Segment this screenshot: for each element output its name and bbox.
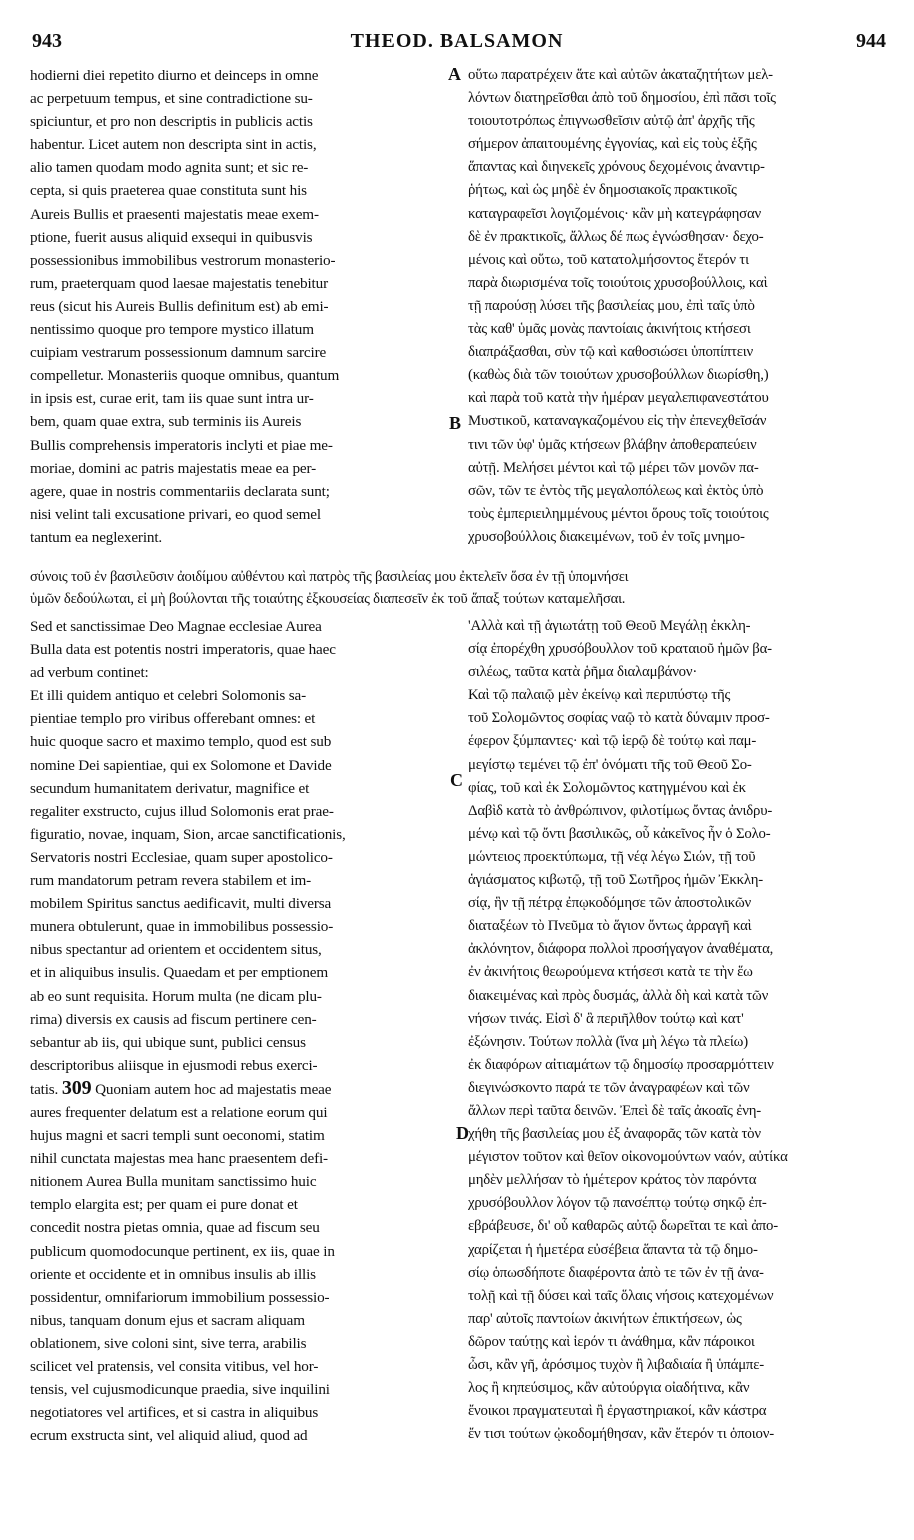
latin-column-bottom: [30, 615, 456, 1447]
text-line: χρυσοβούλλοις διακειμένων, τοῦ ἐν τοῖς μνημο-: [468, 528, 745, 545]
text-line: Καὶ τῷ παλαιῷ μὲν ἐκείνῳ καὶ περιπύστῳ τῆς: [468, 687, 731, 704]
text-line: ἅπαντας καὶ διηνεκεῖς χρόνους δεχομένοις ἀναντιρ-: [468, 159, 765, 176]
text-line: moriae, domini ac patris majestatis meae ea per-: [30, 459, 316, 477]
text-line: huic quoque sacro et maximo templo, quod est sub: [30, 733, 332, 751]
text-line: agere, quae in nostris commentariis declarata sunt;: [30, 482, 330, 500]
text-line: διαταξέων τὸ Πνεῦμα τὸ ἅγιον ὄντως ἀρραγῆ καὶ: [468, 918, 752, 935]
text-line: τοιουτοτρόπως ἐπιγνωσθεῖσιν αὐτῷ ἀπ' ἀρχῆς τῆς: [468, 113, 755, 130]
text-line: compelletur. Monasteriis quoque omnibus, quantum: [30, 367, 340, 385]
text-line: cuipiam vestrarum possessionum damnum sarcire: [30, 344, 327, 362]
text-line: λος ἢ κηπεύσιμος, κἂν αὐτούργια οἰαδήτινα, κἂν: [468, 1380, 750, 1397]
text-line: Μυστικοῦ, καταναγκαζομένου εἰς τὴν ἐπενεχθεῖσάν: [468, 413, 767, 430]
text-line: publicum quomodocunque pertinent, ex iis, quae in: [30, 1242, 335, 1260]
text-line: παρ' αὐτοῖς παντοίων ἀκινήτων ἐπικτήσεων, ὡς: [468, 1310, 742, 1327]
text-line: nihil cunctata majestas mea hanc praesentem defi-: [30, 1150, 328, 1168]
text-fragment: tatis.: [30, 1080, 59, 1098]
text-line: χαρίζεται ἡ ἡμετέρα εὐσέβεια ἅπαντα τὰ τῷ δημο-: [468, 1241, 758, 1258]
text-line: nomine Dei sapientiae, qui ex Solomone et Davide: [30, 756, 332, 774]
text-line: Sed et sanctissimae Deo Magnae ecclesiae Aurea: [30, 618, 322, 635]
text-line: bem, quam quae extra, sub terminis iis Aureis: [30, 413, 302, 431]
text-line: ἐν ἀκινήτοις θεωρούμενα κτήσεσι κατὰ τε τὴν ἕω: [468, 964, 753, 981]
text-line: sebantur ab iis, qui ubique sunt, publici census: [30, 1033, 306, 1051]
text-line: τολῇ καὶ τῇ δύσει καὶ ταῖς ὅλαις νήσοις κατεχομένων: [468, 1287, 774, 1304]
text-line: alio tamen quodam modo agnita sunt; et sic re-: [30, 159, 309, 177]
text-line: oriente et occidente et in omnibus insulis ab illis: [30, 1265, 316, 1283]
text-line: φίας, τοῦ καὶ ἐκ Σολομῶντος κατηγμένου καὶ ἐκ: [468, 779, 746, 796]
text-line: nibus, tanquam donum ejus et sacram aliquam: [30, 1311, 305, 1329]
text-line: διακειμένας καὶ πρὸς δυσμάς, ἀλλὰ δὴ καὶ κατὰ τῶν: [468, 987, 769, 1004]
text-line: ἄλλων περὶ ταῦτα δεινῶν. Ἐπεὶ δὲ ταῖς ἀκοαῖς ἐνη-: [468, 1102, 761, 1119]
greek-column-bottom: [468, 615, 886, 1446]
text-line: concedit nostra pietas omnia, quae ad fiscum seu: [30, 1219, 320, 1237]
text-line: habentur. Licet autem non descripta sint in actis,: [30, 136, 317, 154]
text-line: σίῳ ὁπωσδήποτε διαφέροντα ἀπὸ τε τῶν ἐν τῇ ἀνα-: [468, 1264, 764, 1281]
text-line: νήσων τινάς. Εἰσὶ δ' ἃ περιῆλθον τούτῳ καὶ κατ': [468, 1010, 744, 1027]
text-line: munera obtulerunt, quae in immobilibus possessio-: [30, 918, 334, 936]
text-line: Aureis Bullis et praesenti majestatis meae exem-: [30, 205, 319, 223]
text-line: scilicet vel pratensis, vel consita vitibus, vel hor-: [30, 1358, 319, 1375]
text-line: negotiatores vel artifices, et si castra in aliquibus: [30, 1404, 319, 1422]
text-line: possidentur, omnifariorum immobilium possessio-: [30, 1288, 330, 1306]
marker-c: C: [450, 770, 463, 790]
text-line-with-page-marker: [30, 1077, 456, 1101]
text-line: ἔν τισι τούτων ᾠκοδομήθησαν, κἂν ἕτερόν τι ὁποιον-: [468, 1426, 774, 1443]
marker-a: A: [448, 64, 461, 84]
text-line: τοὺς ἐμπεριειλημμένους μέντοι ὅρους τοῖς τοιούτοις: [468, 505, 769, 522]
text-line: σίᾳ, ἣν τῇ πέτρᾳ ἐπῳκοδόμησε τῶν ἀποστολικῶν: [468, 895, 752, 912]
text-line: spiciuntur, et pro non descriptis in publicis actis: [30, 113, 313, 131]
text-line: καὶ παρὰ τοῦ κατὰ τὴν ἡμέραν μεγαλεπιφανεστάτου: [468, 390, 769, 407]
text-line: hujus magni et sacri templi sunt oeconomi, statim: [30, 1127, 325, 1145]
text-line: mobilem Spiritus sanctus aedificavit, multi diversa: [30, 895, 332, 913]
text-line: σῶν, τῶν τε ἐντὸς τῆς μεγαλοπόλεως καὶ ἐκτὸς ὑπὸ: [468, 482, 764, 499]
text-line: ac perpetuum tempus, et sine contradictione su-: [30, 90, 313, 108]
text-line: pientiae templo pro viribus offerebant omnes: et: [30, 710, 316, 728]
text-line: διεγινώσκοντο παρά τε τῶν ἀναγραφέων καὶ τῶν: [468, 1079, 750, 1096]
text-line: χήθη τῆς βασιλείας μου ἐξ ἀναφορᾶς τῶν κατὰ τὸν: [468, 1126, 761, 1143]
text-line: nisi velint tali excusatione privari, eo quod semel: [30, 505, 321, 523]
text-line: templo elargita est; per quam ei pure donat et: [30, 1196, 298, 1214]
text-line: reus (sicut his Aureis Bullis definitum est) ab emi-: [30, 297, 329, 315]
text-line: μέγιστον τοῦτον καὶ θεῖον οἰκονομούντων ναόν, αὐτίκα: [468, 1149, 788, 1166]
text-line: Servatoris nostri Ecclesiae, quam super apostolico-: [30, 848, 333, 866]
text-line: έφερον ξύμπαντες· καὶ τῷ ἱερῷ δὲ τούτῳ καὶ παμ-: [468, 733, 757, 750]
text-line: μένοις καὶ οὕτω, τοῦ κατατολμήσοντος ἕτερόν τι: [468, 251, 749, 268]
page-number-left: 943: [32, 30, 62, 52]
text-line: οὕτω παρατρέχειν ἅτε καὶ αὐτῶν ἀκαταζητήτων μελ-: [468, 67, 773, 83]
text-line: figuratio, novae, inquam, Sion, arcae sanctificationis,: [30, 825, 346, 843]
text-line: ἐξώνησιν. Τούτων πολλὰ (ἵνα μὴ λέγω τὰ πλείω): [468, 1033, 748, 1050]
text-line: τὰς καθ' ὑμᾶς μονὰς παντοίαις ἀκινήτοις κτήσεσι: [468, 321, 751, 338]
running-header: [0, 30, 914, 60]
text-line: tensis, vel cujusmodicunque praedia, sive inquilini: [30, 1381, 330, 1399]
text-line: ἔνοικοι πραγματευταὶ ἢ ἐργαστηριακοί, κἂν κάστρα: [468, 1403, 767, 1420]
text-line: ἐκ διαφόρων αἰτιαμάτων τῷ δημοσίῳ προσαρμόττειν: [468, 1056, 774, 1073]
text-line: τοῦ Σολομῶντος σοφίας ναῷ τὸ κατὰ δύναμιν προσ-: [468, 710, 770, 727]
text-line: rima) diversis ex causis ad fiscum pertinere cen-: [30, 1010, 317, 1028]
text-line: μώντειος προεκτύπωμα, τῇ νέᾳ λέγω Σιών, τῇ τοῦ: [468, 848, 756, 865]
text-line: regaliter exstructo, cujus illud Solomonis erat prae-: [30, 802, 334, 820]
text-line: εβράβευσε, δι' οὗ καθαρῶς αὐτῷ δωρεῖται τε καὶ ἀπο-: [468, 1218, 778, 1235]
text-line: rum, praeterquam quod laesae majestatis tenebitur: [30, 274, 328, 292]
text-line: ecrum exstructa sint, vel aliquid aliud, quod ad: [30, 1427, 308, 1445]
text-line: possessionibus immobilibus vestrorum monasterio-: [30, 251, 336, 269]
text-line: nitionem Aurea Bulla munitam sanctissimo huic: [30, 1173, 317, 1191]
original-page-number: 309: [61, 1076, 92, 1099]
text-line: rum mandatorum petram revera stabilem et im-: [30, 872, 312, 890]
text-line: σήμερον ἀπαιτουμένης ἐγγονίας, καὶ εἰς τοὺς ἑξῆς: [468, 136, 757, 153]
text-line: ab eo sunt requisita. Horum multa (ne dicam plu-: [30, 987, 322, 1005]
text-line: cepta, si quis praeterea quae constituta sunt his: [30, 182, 307, 200]
latin-column-top: [30, 64, 456, 549]
text-line: χρυσόβουλλον λόγον τῷ πανσέπτῳ τούτῳ σηκῷ ἐπ-: [468, 1195, 767, 1212]
text-line: nentissimo quoque pro tempore mystico illatum: [30, 321, 314, 339]
running-title: THEOD. BALSAMON: [350, 30, 564, 52]
text-line: descriptoribus aliisque in ejusmodi rebus exerci-: [30, 1056, 318, 1074]
text-line: oblationem, sive coloni sint, sive terra, arabilis: [30, 1334, 307, 1352]
text-line: et in aliquibus insulis. Quaedam et per emptionem: [30, 964, 329, 982]
text-line: (καθὼς διὰ τῶν τοιούτων χρυσοβούλλων διωρίσθη,): [468, 367, 769, 384]
text-line: μένῳ καὶ τῷ ὄντι βασιλικῶς, οὗ κἀκεῖνος ἦν ὁ Σολο-: [468, 825, 771, 842]
text-line: ὦσι, κἂν γῆ, ἀρόσιμος τυχὸν ἢ λιβαδιαία ἢ ὑπάμπε-: [468, 1357, 764, 1373]
text-line: δὲ ἐν πρακτικοῖς, ἄλλως δέ πως ἐγνώσθησαν· δεχο-: [468, 228, 764, 245]
text-line: nibus spectantur ad orientem et occidentem situs,: [30, 941, 322, 959]
text-line: μεγίστῳ τεμένει τῷ ἐπ' ὀνόματι τῆς τοῦ Θεοῦ Σο-: [468, 756, 752, 773]
text-line: ad verbum continet:: [30, 664, 149, 682]
text-line: ῥήτως, καὶ ὡς μηδὲ ἐν δημοσιακοῖς πρακτικοῖς: [468, 182, 737, 199]
text-line: μηδὲν μελλήσαν τὸ ἡμέτερον κράτος τὸν παρόντα: [468, 1172, 757, 1189]
text-line: καταγραφεῖσι λογιζομένοις· κἂν μὴ κατεγράφησαν: [468, 205, 761, 222]
text-line: διαπράξασθαι, σὺν τῷ καὶ καθοσιώσει ὑποπίπτειν: [468, 344, 754, 361]
text-line: σίᾳ ἐπορέχθη χρυσόβουλλον τοῦ κραταιοῦ ἡμῶν βα-: [468, 641, 772, 658]
greek-column-top: [468, 64, 886, 549]
text-line: in ipsis est, curae erit, tam iis quae sunt intra ur-: [30, 390, 314, 408]
text-line: Δαβὶδ κατὰ τὸ ἀνθρώπινον, φιλοτίμως ὄντας ἀνιδρυ-: [468, 802, 773, 819]
text-line: τῇ παρούσῃ λύσει τῆς βασιλείας μου, ἐπὶ ταῖς ὑπὸ: [468, 297, 755, 314]
text-line: αὐτῇ. Μελήσει μέντοι καὶ τῷ μέρει τῶν μονῶν πα-: [468, 459, 759, 476]
text-line: Et illi quidem antiquo et celebri Solomonis sa-: [30, 687, 306, 705]
marker-d: D: [456, 1123, 469, 1143]
text-line: 'Αλλὰ καὶ τῇ ἁγιωτάτῃ τοῦ Θεοῦ Μεγάλῃ ἐκκλη-: [468, 618, 751, 634]
text-line: ptione, fuerit ausus aliquid exsequi in quibusvis: [30, 228, 313, 246]
text-line: τινι τῶν ὑφ' ὑμᾶς κτήσεων βλάβην ἀποθεραπεύειν: [468, 436, 757, 453]
text-line: ἀκλόνητον, διάφορα πολλοὶ προσήγαγον ἀναθέματα,: [468, 941, 774, 958]
text-line: παρὰ διωρισμένα τοῖς τοιούτοις χρυσοβούλλοις, καὶ: [468, 274, 768, 291]
text-line: ὑμῶν δεδούλωται, εἰ μὴ βούλονται τῆς τοιαύτης ἐξκουσείας διαπεσεῖν ἐκ τοῦ ἅπαξ τούτων καταμελῆσαι.: [30, 591, 626, 607]
greek-full-width-lines: [30, 566, 886, 610]
text-line: σιλέως, ταῦτα κατὰ ῥῆμα διαλαμβάνον·: [468, 664, 698, 681]
text-line: Bullis comprehensis imperatoris inclyti et piae me-: [30, 436, 333, 454]
text-line: λόντων διατηρεῖσθαι ἀπὸ τοῦ δημοσίου, ἐπὶ πᾶσι τοῖς: [468, 90, 776, 107]
text-line: tantum ea neglexerint.: [30, 528, 163, 546]
text-line: aures frequenter delatum est a relatione eorum qui: [30, 1103, 328, 1121]
text-line: ἁγιάσματος κιβωτῷ, τῇ τοῦ Σωτῆρος ἡμῶν Ἐκκλη-: [468, 872, 764, 889]
text-fragment: Quoniam autem hoc ad majestatis meae: [95, 1080, 332, 1098]
text-line: secundum humanitatem derivatur, magnifice et: [30, 779, 310, 797]
text-line: Bulla data est potentis nostri imperatoris, quae haec: [30, 641, 336, 659]
marker-b: B: [449, 413, 462, 433]
text-line: δῶρον ταύτῃς καὶ ἱερόν τι ἀνάθημα, κἂν πάροικοι: [468, 1333, 755, 1350]
text-line: σύνοις τοῦ ἐν βασιλεῦσιν ἀοιδίμου αὐθέντου καὶ πατρὸς τῆς βασιλείας μου ἐκτελεῖν ὅσα ἐν τῇ ὑπομνήσει: [30, 569, 629, 585]
page-number-right: 944: [856, 30, 886, 52]
text-line: hodiernі diei repetito diurno et deinceps in omne: [30, 67, 319, 84]
